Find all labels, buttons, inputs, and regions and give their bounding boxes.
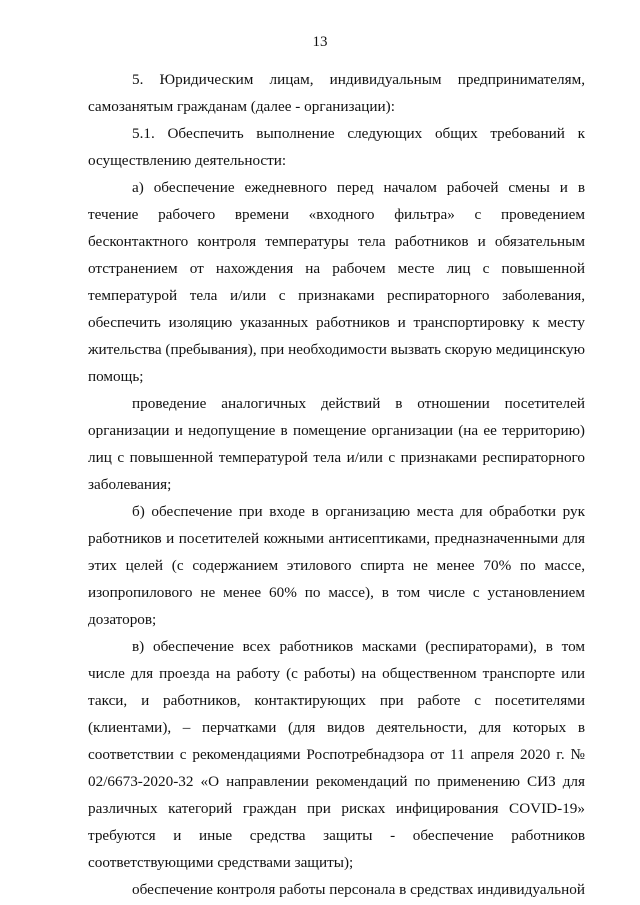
page-number: 13 xyxy=(312,34,328,50)
paragraph-control: обеспечение контроля работы персонала в средствах индивидуальной xyxy=(132,881,585,898)
paragraph-5-1: 5.1. Обеспечить выполнение следующих общих требований к осуществлению деятельности: xyxy=(88,125,585,169)
paragraph-b: б) обеспечение при входе в организацию места для обработки рук работников и посетителей кожными антисептиками, предназначенными для этих целей (с содержанием этилового спирта не менее 70% по массе, изопропилового не менее 60% по массе), в том числе с установлением дозаторов; xyxy=(88,503,585,628)
paragraph-visitors: проведение аналогичных действий в отношении посетителей организации и недопущение в помещение организации (на ее территорию) лиц с повышенной температурой тела и/или с признаками респираторного заболевания; xyxy=(88,395,585,493)
document-body xyxy=(88,66,585,903)
paragraph-v: в) обеспечение всех работников масками (респираторами), в том числе для проезда на работу (с работы) на общественном транспорте или такси, и работников, контактирующих при работе с посетителями (клиентами), – перчатками (для видов деятельности, для которых в соответствии с рекомендациями Роспотребнадзора от 11 апреля 2020 г. № 02/6673-2020-32 «О направлении рекомендаций по применению СИЗ для различных категорий граждан при рисках инфицирования COVID-19» требуются и иные средства защиты - обеспечение работников соответствующими средствами защиты); xyxy=(88,638,585,871)
paragraph-5: 5. Юридическим лицам, индивидуальным предпринимателям, самозанятым гражданам (далее - организации): xyxy=(88,71,585,115)
paragraph-a: а) обеспечение ежедневного перед началом рабочей смены и в течение рабочего времени «входного фильтра» с проведением бесконтактного контроля температуры тела работников и обязательным отстранением от нахождения на рабочем месте лиц с повышенной температурой тела и/или с признаками респираторного заболевания, обеспечить изоляцию указанных работников и транспортировку к месту жительства (пребывания), при необходимости вызвать скорую медицинскую помощь; xyxy=(88,179,585,385)
